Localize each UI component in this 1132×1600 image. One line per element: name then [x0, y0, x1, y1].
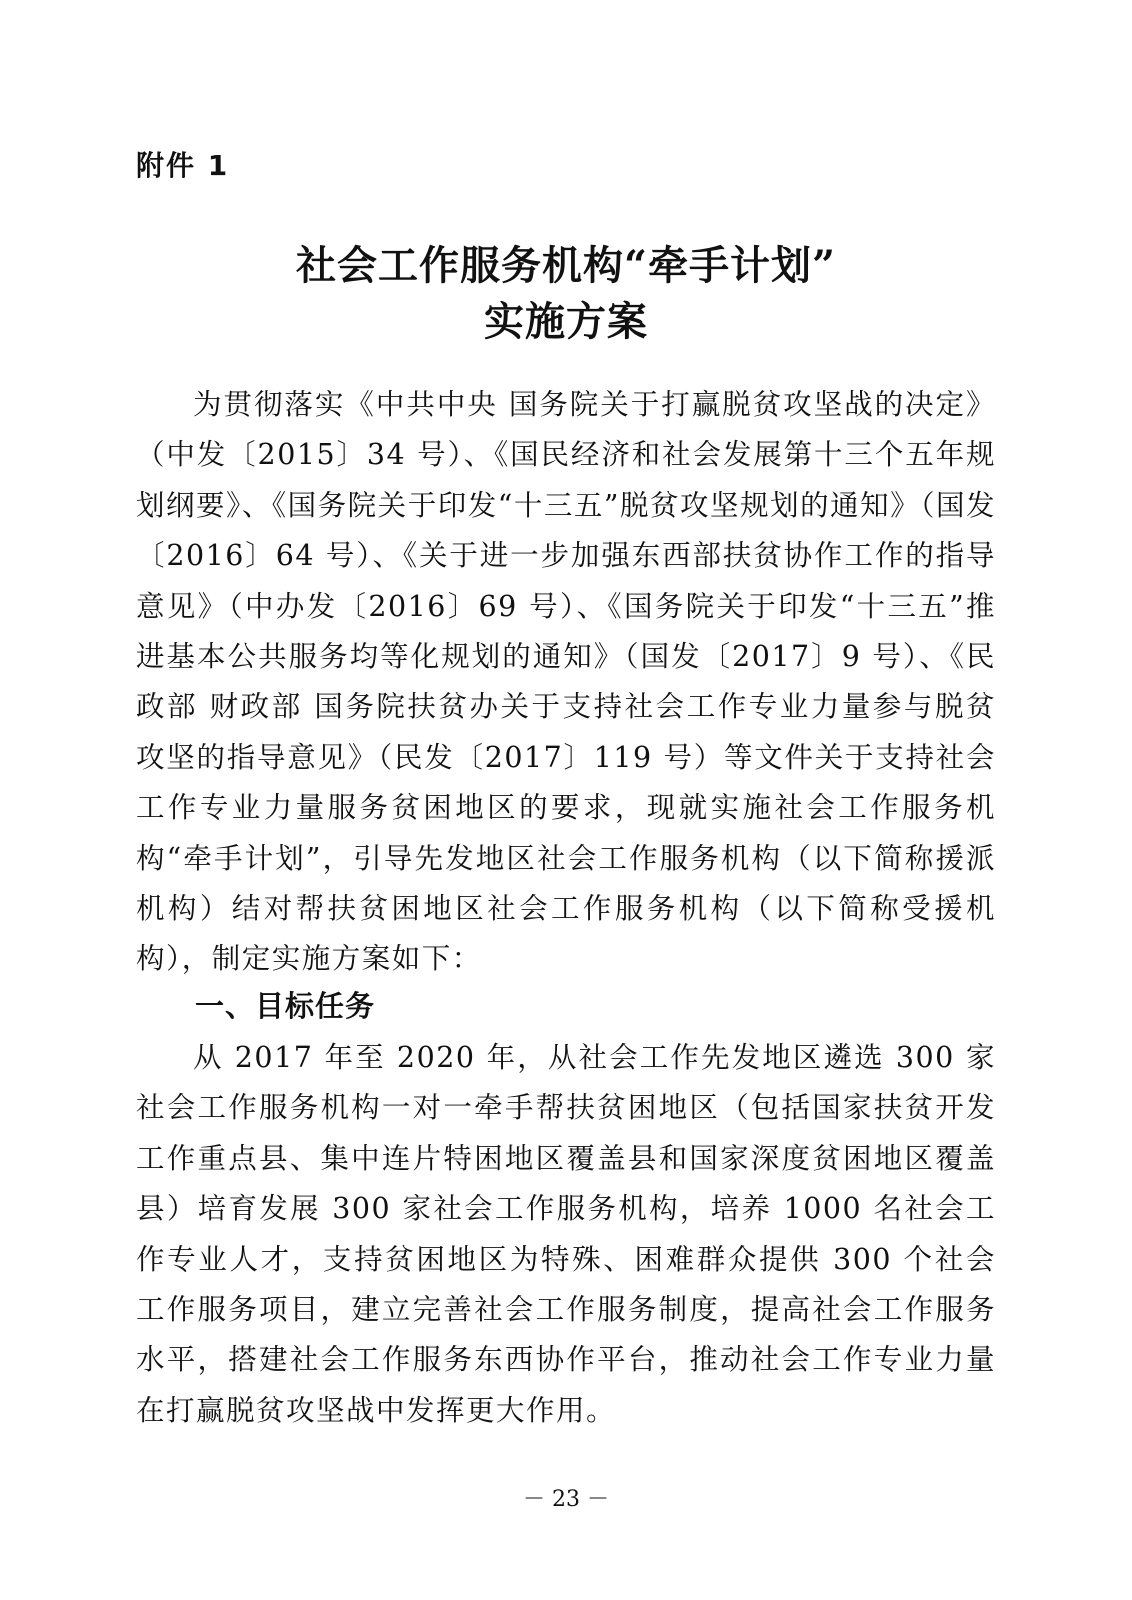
section-heading-goals: 一、目标任务: [195, 989, 376, 1023]
attachment-label: 附件 1: [136, 149, 230, 182]
goals-paragraph: 从 2017 年至 2020 年，从社会工作先发地区遴选 300 家社会工作服务机构一对一牵手帮扶贫困地区（包括国家扶贫开发工作重点县、集中连片特困地区覆盖县和国家深度贫困地区覆盖县）培育发展 300 家社会工作服务机构，培养 1000 名社会工作专业人才，支持贫困地区为特殊、困难群众提供 300 个社会工作服务项目，建立完善社会工作服务制度，提高社会工作服务水平，搭建社会工作服务东西协作平台，推动社会工作专业力量在打赢脱贫攻坚战中发挥更大作用。: [136, 1041, 996, 1427]
document-title-line-1: 社会工作服务机构“牵手计划”: [295, 242, 836, 289]
intro-paragraph: 为贯彻落实《中共中央 国务院关于打赢脱贫攻坚战的决定》（中发〔2015〕34 号）、《国民经济和社会发展第十三个五年规划纲要》、《国务院关于印发“十三五”脱贫攻坚规划的通知》（国发〔2016〕64 号）、《关于进一步加强东西部扶贫协作工作的指导意见》（中办发〔2016〕69 号）、《国务院关于印发“十三五”推进基本公共服务均等化规划的通知》（国发〔2017〕9 号）、《民政部 财政部 国务院扶贫办关于支持社会工作专业力量参与脱贫攻坚的指导意见》（民发〔2017〕119 号）等文件关于支持社会工作专业力量服务贫困地区的要求，现就实施社会工作服务机构“牵手计划”，引导先发地区社会工作服务机构（以下简称援派机构）结对帮扶贫困地区社会工作服务机构（以下简称受援机构），制定实施方案如下：: [136, 388, 996, 976]
document-title-line-2: 实施方案: [484, 298, 648, 345]
page-number: － 23 －: [523, 1487, 609, 1512]
